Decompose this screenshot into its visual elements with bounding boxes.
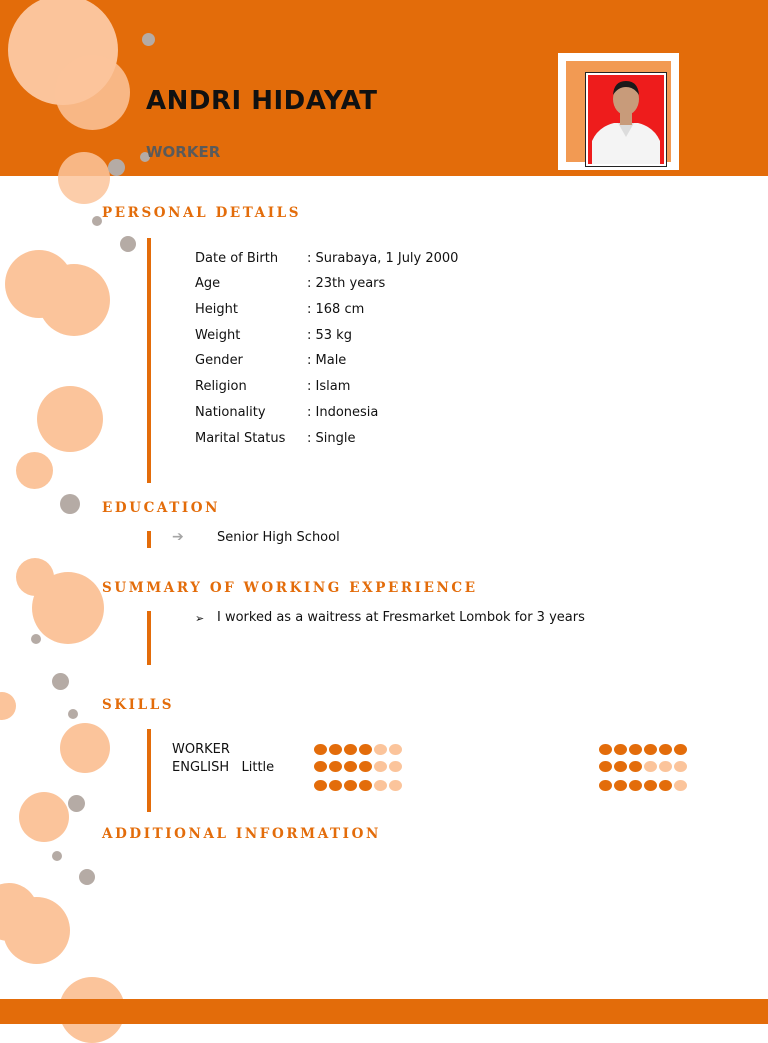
grey-bubble [52,673,69,690]
peach-bubble [38,264,110,336]
rating-dot-filled [629,744,642,755]
photo-frame [558,53,679,170]
peach-bubble [16,452,53,489]
candidate-name: ANDRI HIDAYAT [146,86,378,116]
skill-line: WORKER [172,742,230,757]
rating-dot-filled [344,780,357,791]
grey-bubble [79,869,95,885]
rating-dot-filled [314,761,327,772]
rating-dot-filled [329,780,342,791]
rating-dot-filled [359,780,372,791]
detail-label: Date of Birth [195,251,279,266]
rating-dot-empty [389,761,402,772]
detail-value: : 23th years [307,276,386,291]
skill-rating-row [599,744,687,755]
rating-dot-filled [314,780,327,791]
peach-bubble [0,692,16,720]
rating-dot-empty [374,761,387,772]
rating-dot-filled [344,744,357,755]
rating-dot-filled [314,744,327,755]
detail-value: : Surabaya, 1 July 2000 [307,251,459,266]
section-title-personal-details: PERSONAL DETAILS [102,205,302,221]
detail-label: Marital Status [195,431,286,446]
rating-dot-filled [644,744,657,755]
detail-value: : Single [307,431,356,446]
detail-value: : Male [307,353,347,368]
peach-bubble [55,55,130,130]
peach-bubble [19,792,69,842]
detail-value: : 168 cm [307,302,365,317]
rating-dot-filled [599,744,612,755]
detail-value: : Indonesia [307,405,379,420]
rating-dot-empty [644,761,657,772]
section-bar-skills [147,729,151,812]
section-bar-experience [147,611,151,665]
rating-dot-filled [659,744,672,755]
peach-bubble [32,572,104,644]
rating-dot-filled [599,780,612,791]
rating-dot-filled [614,761,627,772]
detail-value: : 53 kg [307,328,352,343]
detail-label: Age [195,276,221,291]
section-title-skills: SKILLS [102,697,175,713]
rating-dot-filled [674,744,687,755]
rating-dot-filled [614,780,627,791]
section-title-education: EDUCATION [102,500,221,516]
rating-dot-empty [374,744,387,755]
rating-dot-filled [644,780,657,791]
detail-value: : Islam [307,379,351,394]
rating-dot-empty [674,761,687,772]
rating-dot-filled [329,744,342,755]
grey-bubble [52,851,62,861]
rating-dot-empty [374,780,387,791]
detail-label: Nationality [195,405,266,420]
arrowhead-bullet-icon: ➢ [195,612,205,625]
skill-rating-row [314,744,402,755]
grey-bubble [31,634,41,644]
skill-rating-row [599,761,687,772]
rating-dot-empty [659,761,672,772]
rating-dot-filled [599,761,612,772]
candidate-role: WORKER [146,143,221,161]
rating-dot-filled [659,780,672,791]
skill-rating-row [599,780,687,791]
footer-band [0,999,768,1024]
skill-rating-row [314,761,402,772]
rating-dot-filled [344,761,357,772]
section-title-additional-information: ADDITIONAL INFORMATION [102,826,381,842]
arrow-right-icon: ➔ [172,529,184,545]
peach-bubble [58,152,110,204]
rating-dot-filled [614,744,627,755]
person-photo-icon [585,72,667,167]
grey-bubble [68,709,78,719]
peach-bubble [3,897,70,964]
detail-label: Weight [195,328,241,343]
rating-dot-filled [629,780,642,791]
rating-dot-empty [389,744,402,755]
grey-bubble [68,795,85,812]
rating-dot-filled [329,761,342,772]
detail-label: Height [195,302,238,317]
section-bar-education [147,531,151,548]
rating-dot-empty [674,780,687,791]
rating-dot-filled [359,761,372,772]
peach-bubble [37,386,103,452]
photo-border [566,61,671,162]
rating-dot-filled [629,761,642,772]
section-title-experience: SUMMARY OF WORKING EXPERIENCE [102,580,478,596]
section-bar-personal-details [147,238,151,483]
detail-label: Gender [195,353,243,368]
rating-dot-filled [359,744,372,755]
grey-bubble [120,236,136,252]
grey-bubble [142,33,155,46]
peach-bubble [60,723,110,773]
rating-dot-empty [389,780,402,791]
experience-item: I worked as a waitress at Fresmarket Lombok for 3 years [217,610,585,625]
skill-line: ENGLISH Little [172,760,275,775]
education-item: Senior High School [217,530,340,545]
grey-bubble [108,159,125,176]
skill-rating-row [314,780,402,791]
detail-label: Religion [195,379,247,394]
grey-bubble [60,494,80,514]
grey-bubble [92,216,102,226]
